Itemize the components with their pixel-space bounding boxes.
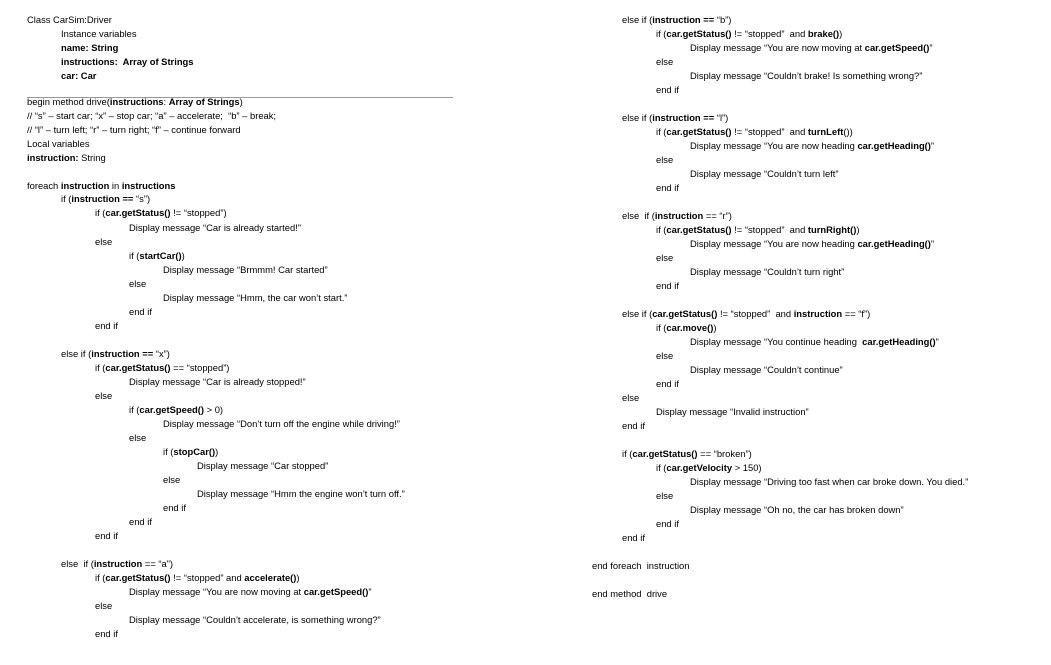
code-token: else xyxy=(95,390,113,401)
code-bold-token: car.getStatus() xyxy=(105,362,171,373)
code-token: Display message “Couldn’t continue” xyxy=(690,364,843,375)
code-line xyxy=(61,28,137,39)
code-line xyxy=(129,222,301,233)
code-bold-token: instruction == xyxy=(91,348,154,359)
code-token: foreach xyxy=(27,180,61,191)
code-line xyxy=(163,474,180,485)
code-line xyxy=(690,266,844,277)
code-token: Display message “Couldn’t brake! Is something wrong?” xyxy=(690,70,923,81)
code-token: if ( xyxy=(129,404,140,415)
code-token: Display message “Couldn’t accelerate, is something wrong?” xyxy=(129,614,381,625)
code-token: > 0) xyxy=(204,404,224,415)
code-bold-token: car.getHeading() xyxy=(862,336,936,347)
code-line xyxy=(27,14,112,25)
code-line xyxy=(129,306,152,317)
code-token: : xyxy=(163,96,169,107)
code-line xyxy=(690,238,934,249)
code-bold-token: instruction xyxy=(654,210,704,221)
code-line xyxy=(656,490,673,501)
code-line xyxy=(656,84,679,95)
code-token: != “stopped” and xyxy=(731,224,808,235)
code-token: Display message “Driving too fast when car broke down. You died.” xyxy=(690,476,969,487)
code-line xyxy=(622,308,870,319)
code-line xyxy=(690,476,968,487)
code-bold-token: accelerate() xyxy=(244,572,297,583)
code-line xyxy=(656,28,842,39)
code-bold-token: car: Car xyxy=(61,70,97,81)
code-line xyxy=(656,322,716,333)
code-line xyxy=(95,600,112,611)
code-line xyxy=(656,126,853,137)
code-line xyxy=(129,376,306,387)
code-bold-token: car.getStatus() xyxy=(105,207,171,218)
code-token: Display message “You are now moving at xyxy=(129,586,304,597)
code-bold-token: instructions xyxy=(109,96,164,107)
code-token: Display message “Couldn’t turn right” xyxy=(690,266,845,277)
code-line xyxy=(656,462,762,473)
code-token: end if xyxy=(95,628,118,639)
code-line xyxy=(656,182,679,193)
code-token: == “stopped”) xyxy=(170,362,230,373)
code-token: Display message “You continue heading xyxy=(690,336,863,347)
code-bold-token: turnRight() xyxy=(807,224,857,235)
code-line xyxy=(61,56,193,67)
code-bold-token: car.getStatus() xyxy=(666,126,732,137)
code-token: else xyxy=(129,278,147,289)
code-line xyxy=(95,362,229,373)
code-line xyxy=(129,614,381,625)
code-token: if ( xyxy=(61,193,72,204)
code-bold-token: instruction: xyxy=(27,152,79,163)
code-line xyxy=(129,278,146,289)
code-token: > 150) xyxy=(732,462,762,473)
code-token: else if ( xyxy=(622,112,653,123)
code-line xyxy=(163,264,328,275)
code-token: if ( xyxy=(163,446,174,457)
code-token: ) xyxy=(296,572,300,583)
code-line xyxy=(197,460,328,471)
code-bold-token: instructions: Array of Strings xyxy=(61,56,194,67)
code-line xyxy=(129,432,146,443)
code-token: end if xyxy=(656,84,679,95)
code-line xyxy=(656,154,673,165)
code-token: != “stopped” and xyxy=(170,572,245,583)
code-token: else if ( xyxy=(61,348,92,359)
code-token: Display message “Car is already stopped!” xyxy=(129,376,306,387)
code-line xyxy=(656,378,679,389)
code-token: end if xyxy=(656,182,679,193)
code-line xyxy=(27,152,106,163)
code-line xyxy=(690,70,922,81)
code-line xyxy=(622,420,645,431)
code-line xyxy=(163,292,347,303)
code-token: end method drive xyxy=(592,588,668,599)
code-token: Display message “Invalid instruction” xyxy=(656,406,809,417)
code-token: Display message “Couldn’t turn left” xyxy=(690,168,839,179)
code-bold-token: instruction xyxy=(60,180,110,191)
code-bold-token: instruction == xyxy=(71,193,134,204)
code-token: != “stopped” and xyxy=(717,308,794,319)
code-token: else xyxy=(95,600,113,611)
code-token: else xyxy=(656,56,674,67)
code-line xyxy=(656,56,673,67)
code-token: if ( xyxy=(656,322,667,333)
code-token: begin method drive( xyxy=(27,96,110,107)
code-line xyxy=(61,348,170,359)
code-line xyxy=(690,504,904,515)
code-token: else xyxy=(656,154,674,165)
code-token: if ( xyxy=(95,362,106,373)
code-bold-token: car.getStatus() xyxy=(666,224,732,235)
code-token: != “stopped” and xyxy=(731,28,808,39)
code-token: in xyxy=(109,180,122,191)
code-token: else xyxy=(95,236,113,247)
code-line xyxy=(622,210,732,221)
code-token: end if xyxy=(163,502,186,513)
code-token: end if xyxy=(656,518,679,529)
code-token: if ( xyxy=(129,250,140,261)
code-token: ()) xyxy=(843,126,853,137)
code-token: Display message “Hmm, the car won’t start.” xyxy=(163,292,348,303)
code-bold-token: instruction == xyxy=(652,14,715,25)
code-line xyxy=(622,448,752,459)
code-bold-token: car.getStatus() xyxy=(632,448,698,459)
code-line xyxy=(622,14,731,25)
code-line xyxy=(129,404,223,415)
code-line xyxy=(129,586,371,597)
code-token: else if ( xyxy=(622,308,653,319)
code-token: Class CarSim:Driver xyxy=(27,14,112,25)
code-token: Display message “Brmmm! Car started” xyxy=(163,264,328,275)
code-token: else if ( xyxy=(622,210,655,221)
code-token: else xyxy=(622,392,640,403)
code-token: Display message “Hmm the engine won’t turn off.” xyxy=(197,488,405,499)
code-token: if ( xyxy=(95,207,106,218)
code-line xyxy=(656,252,673,263)
code-line xyxy=(95,320,118,331)
code-bold-token: instruction == xyxy=(652,112,715,123)
code-line xyxy=(690,168,839,179)
code-line xyxy=(129,250,185,261)
code-token: == “r”) xyxy=(703,210,732,221)
code-token: if ( xyxy=(656,126,667,137)
code-token: if ( xyxy=(656,224,667,235)
code-bold-token: car.getSpeed() xyxy=(303,586,369,597)
code-token: == “f”) xyxy=(842,308,871,319)
code-token: Instance variables xyxy=(61,28,137,39)
code-token: Display message “Car is already started!” xyxy=(129,222,301,233)
code-bold-token: car.getHeading() xyxy=(857,140,931,151)
code-line xyxy=(163,418,400,429)
code-line xyxy=(95,628,118,639)
code-line xyxy=(690,140,934,151)
code-bold-token: car.getStatus() xyxy=(652,308,718,319)
code-token: Display message “Car stopped” xyxy=(197,460,329,471)
code-token: ” xyxy=(929,42,933,53)
code-token: end if xyxy=(656,378,679,389)
code-bold-token: turnLeft xyxy=(807,126,844,137)
code-bold-token: car.getStatus() xyxy=(105,572,171,583)
code-line xyxy=(27,138,90,149)
code-bold-token: Array of Strings xyxy=(168,96,240,107)
code-token: ” xyxy=(935,336,939,347)
code-token: if ( xyxy=(656,462,667,473)
code-line xyxy=(656,406,809,417)
code-bold-token: car.getStatus() xyxy=(666,28,732,39)
code-token: ) xyxy=(856,224,860,235)
code-bold-token: instruction xyxy=(93,558,143,569)
code-bold-token: name: String xyxy=(61,42,119,53)
code-token: end foreach instruction xyxy=(592,560,690,571)
code-line xyxy=(27,96,243,107)
code-line xyxy=(61,193,150,204)
code-token: != “stopped” and xyxy=(731,126,808,137)
code-token: if ( xyxy=(622,448,633,459)
code-token: ) xyxy=(839,28,843,39)
code-line xyxy=(163,502,186,513)
code-token: else xyxy=(163,474,181,485)
code-token: “s”) xyxy=(133,193,151,204)
code-line xyxy=(129,516,152,527)
code-token: ” xyxy=(368,586,372,597)
code-token: if ( xyxy=(656,28,667,39)
code-token: end if xyxy=(95,320,118,331)
code-bold-token: car.getVelocity xyxy=(666,462,733,473)
code-bold-token: car.getSpeed() xyxy=(864,42,930,53)
code-token: ” xyxy=(930,238,935,249)
code-token: Local variables xyxy=(27,138,90,149)
code-line xyxy=(95,236,112,247)
code-token: end if xyxy=(95,530,118,541)
code-token: ) xyxy=(181,250,185,261)
code-token: end if xyxy=(622,420,645,431)
code-line xyxy=(690,364,843,375)
code-line xyxy=(656,350,673,361)
code-line xyxy=(61,70,96,81)
code-token: “x”) xyxy=(153,348,170,359)
code-token: else xyxy=(129,432,147,443)
code-bold-token: stopCar() xyxy=(173,446,216,457)
code-token: Display message “You are now heading xyxy=(690,238,858,249)
code-line xyxy=(61,558,173,569)
code-line xyxy=(95,207,227,218)
code-line xyxy=(622,392,639,403)
code-token: end if xyxy=(129,516,152,527)
code-line xyxy=(690,336,939,347)
code-token: “b”) xyxy=(714,14,732,25)
code-token: else xyxy=(656,252,674,263)
code-line xyxy=(27,110,276,121)
code-token: “l”) xyxy=(714,112,729,123)
code-token: else xyxy=(656,490,674,501)
code-token: != “stopped”) xyxy=(170,207,227,218)
code-line xyxy=(592,588,667,599)
code-token: else if ( xyxy=(622,14,653,25)
code-token: // “s” – start car; “x” – stop car; “a” – accelerate; “b” – break; xyxy=(27,110,277,121)
code-token: String xyxy=(78,152,106,163)
code-token: Display message “You are now heading xyxy=(690,140,858,151)
code-token: == “broken”) xyxy=(697,448,752,459)
code-token: end if xyxy=(622,532,645,543)
code-token: else xyxy=(656,350,674,361)
code-line xyxy=(95,572,300,583)
code-line xyxy=(197,488,405,499)
code-line xyxy=(656,518,679,529)
code-bold-token: car.getSpeed() xyxy=(139,404,205,415)
code-token: ) xyxy=(713,322,717,333)
code-bold-token: car.move() xyxy=(666,322,714,333)
code-line xyxy=(27,180,175,191)
code-token: else if ( xyxy=(61,558,94,569)
code-line xyxy=(656,280,679,291)
code-line xyxy=(592,560,689,571)
code-line xyxy=(61,42,118,53)
code-line xyxy=(27,124,241,135)
code-token: if ( xyxy=(95,572,106,583)
code-line xyxy=(622,112,728,123)
code-token: end if xyxy=(656,280,679,291)
code-bold-token: brake() xyxy=(807,28,840,39)
code-token: // “l” – turn left; “r” – turn right; “f” – continue forward xyxy=(27,124,241,135)
code-bold-token: startCar() xyxy=(139,250,182,261)
code-line xyxy=(95,390,112,401)
code-line xyxy=(622,532,645,543)
code-line xyxy=(163,446,218,457)
code-line xyxy=(95,530,118,541)
code-token: Display message “Don’t turn off the engine while driving!” xyxy=(163,418,400,429)
code-bold-token: instruction xyxy=(793,308,843,319)
code-bold-token: instructions xyxy=(121,180,176,191)
code-bold-token: car.getHeading() xyxy=(857,238,931,249)
code-token: end if xyxy=(129,306,152,317)
code-token: ) xyxy=(215,446,219,457)
code-token: Display message “Oh no, the car has broken down” xyxy=(690,504,904,515)
code-token: Display message “You are now moving at xyxy=(690,42,865,53)
code-line xyxy=(690,42,932,53)
code-token: ) xyxy=(239,96,243,107)
code-line xyxy=(656,224,859,235)
code-token: ” xyxy=(930,140,935,151)
code-token: == “a”) xyxy=(142,558,174,569)
